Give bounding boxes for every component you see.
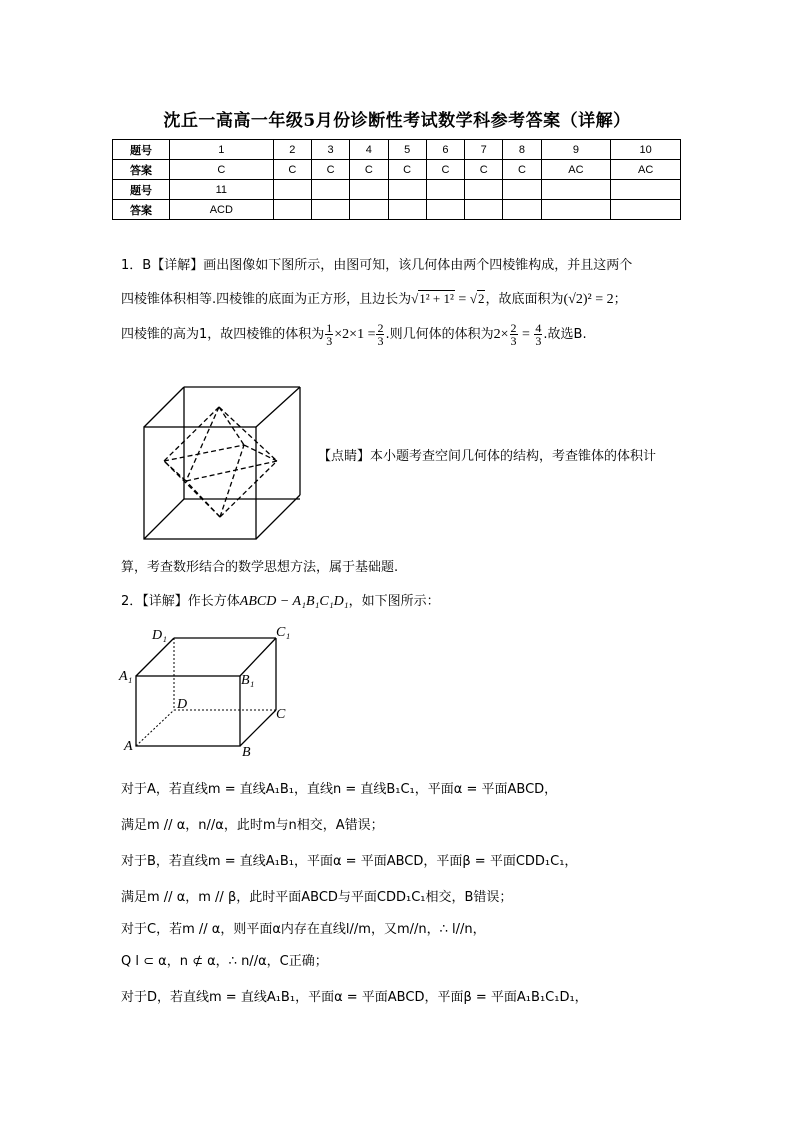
q2-intro: 2．【详解】作长方体ABCD − A₁B₁C₁D₁，如下图所示： <box>121 594 440 609</box>
table-cell: C <box>503 160 541 180</box>
table-cell <box>426 200 464 220</box>
label-D1: D₁ <box>152 628 167 643</box>
table-cell <box>611 180 681 200</box>
table-row <box>113 180 681 200</box>
q1-line3-text-b: .则几何体的体积为 <box>385 327 494 342</box>
label-A: A <box>124 739 133 754</box>
table-row <box>113 200 681 220</box>
cube-octahedron-figure <box>140 383 304 543</box>
q2-line: 对于B，若直线m = 直线A₁B₁，平面α = 平面ABCD，平面β = 平面CDD₁C₁， <box>121 854 578 869</box>
cuboid-name: ABCD − A₁B₁C₁D₁ <box>239 594 349 609</box>
q2-line: 对于A，若直线m = 直线A₁B₁，直线n = 直线B₁C₁，平面α = 平面ABCD， <box>121 782 558 797</box>
table-cell: 5 <box>388 140 426 160</box>
q1-line2-text-a: 四棱锥体积相等.四棱锥的底面为正方形，且边长为 <box>121 292 412 307</box>
table-cell <box>503 180 541 200</box>
table-header-cell: 题号 <box>113 180 170 200</box>
q1-comment-cont: 算，考查数形结合的数学思想方法，属于基础题. <box>121 560 399 575</box>
table-cell <box>503 200 541 220</box>
table-cell: 10 <box>611 140 681 160</box>
table-cell: 1 <box>170 140 274 160</box>
table-cell <box>388 180 426 200</box>
label-D: D <box>177 697 188 712</box>
table-header-cell: 答案 <box>113 200 170 220</box>
label-C: C <box>276 707 286 722</box>
table-cell <box>311 200 349 220</box>
table-cell: C <box>311 160 349 180</box>
table-cell: 7 <box>465 140 503 160</box>
table-cell: 4 <box>350 140 388 160</box>
q1-comment: 【点睛】本小题考查空间几何体的结构，考查锥体的体积计 <box>318 449 657 464</box>
table-cell <box>311 180 349 200</box>
table-cell <box>465 200 503 220</box>
table-cell <box>273 200 311 220</box>
table-cell: 9 <box>541 140 611 160</box>
q1-line3-text-c: .故选B. <box>543 327 587 342</box>
table-cell <box>273 180 311 200</box>
table-cell: 3 <box>311 140 349 160</box>
area-expression: (√2)² = 2 <box>563 292 614 307</box>
fraction: $\frac{2}{3}$ <box>377 321 384 348</box>
page-title: 沈丘一高高一年级5月份诊断性考试数学科参考答案（详解） <box>163 111 631 131</box>
q2-line: 对于D，若直线m = 直线A₁B₁，平面α = 平面ABCD，平面β = 平面A₁B₁C₁D₁， <box>121 990 588 1005</box>
label-C1: C₁ <box>276 625 291 640</box>
table-row <box>113 160 681 180</box>
table-cell <box>611 200 681 220</box>
table-cell: C <box>465 160 503 180</box>
table-cell: AC <box>541 160 611 180</box>
table-cell <box>350 200 388 220</box>
table-cell <box>541 200 611 220</box>
fraction: $\frac{1}{3}$ <box>326 321 333 348</box>
table-cell: 11 <box>170 180 274 200</box>
table-cell <box>350 180 388 200</box>
table-cell: C <box>350 160 388 180</box>
q1-line3: 四棱锥的高为1，故四棱锥的体积为 $\frac{1}{3}$ ×2×1 = $\frac{2}{3}$ .则几何体的体积为2× $\frac{2}{3}$ = $\frac{4}{3}$ .故选B. <box>121 321 587 348</box>
table-cell: ACD <box>170 200 274 220</box>
q1-line1: 1．B【详解】画出图像如下图所示，由图可知，该几何体由两个四棱锥构成，并且这两个 <box>121 258 633 273</box>
q1-line2: 四棱锥体积相等.四棱锥的底面为正方形，且边长为√1² + 1² = √2，故底面积为(√2)² = 2； <box>121 291 627 307</box>
table-cell <box>388 200 426 220</box>
table-cell <box>541 180 611 200</box>
table-cell: 2 <box>273 140 311 160</box>
table-cell: AC <box>611 160 681 180</box>
sqrt-expression: √1² + 1² <box>411 291 454 306</box>
answer-table <box>112 139 681 220</box>
sqrt-two: √2 <box>469 291 485 306</box>
table-cell: C <box>426 160 464 180</box>
q1-line3-text-a: 四棱锥的高为1，故四棱锥的体积为 <box>121 327 325 342</box>
label-B1: B₁ <box>241 673 255 688</box>
q2-line: 满足m // α，n//α，此时m与n相交，A错误； <box>121 818 384 833</box>
q2-line: 对于C，若m // α，则平面α内存在直线l//m，又m//n，∴ l//n， <box>121 922 486 937</box>
q2-line: Q l ⊂ α，n ⊄ α，∴ n//α，C正确； <box>121 954 328 969</box>
table-cell <box>465 180 503 200</box>
table-cell <box>426 180 464 200</box>
label-B: B <box>242 745 251 760</box>
label-A1: A₁ <box>119 669 133 684</box>
fraction: $\frac{2}{3}$ <box>510 321 517 348</box>
table-cell: C <box>273 160 311 180</box>
table-cell: C <box>170 160 274 180</box>
table-cell: 8 <box>503 140 541 160</box>
q1-line2-text-b: ，故底面积为 <box>485 292 564 307</box>
table-row <box>113 140 681 160</box>
q2-line: 满足m // α，m // β，此时平面ABCD与平面CDD₁C₁相交，B错误； <box>121 890 513 905</box>
table-cell: 6 <box>426 140 464 160</box>
table-cell: C <box>388 160 426 180</box>
table-header-cell: 题号 <box>113 140 170 160</box>
fraction: $\frac{4}{3}$ <box>535 321 542 348</box>
cuboid-figure <box>118 622 298 760</box>
table-header-cell: 答案 <box>113 160 170 180</box>
